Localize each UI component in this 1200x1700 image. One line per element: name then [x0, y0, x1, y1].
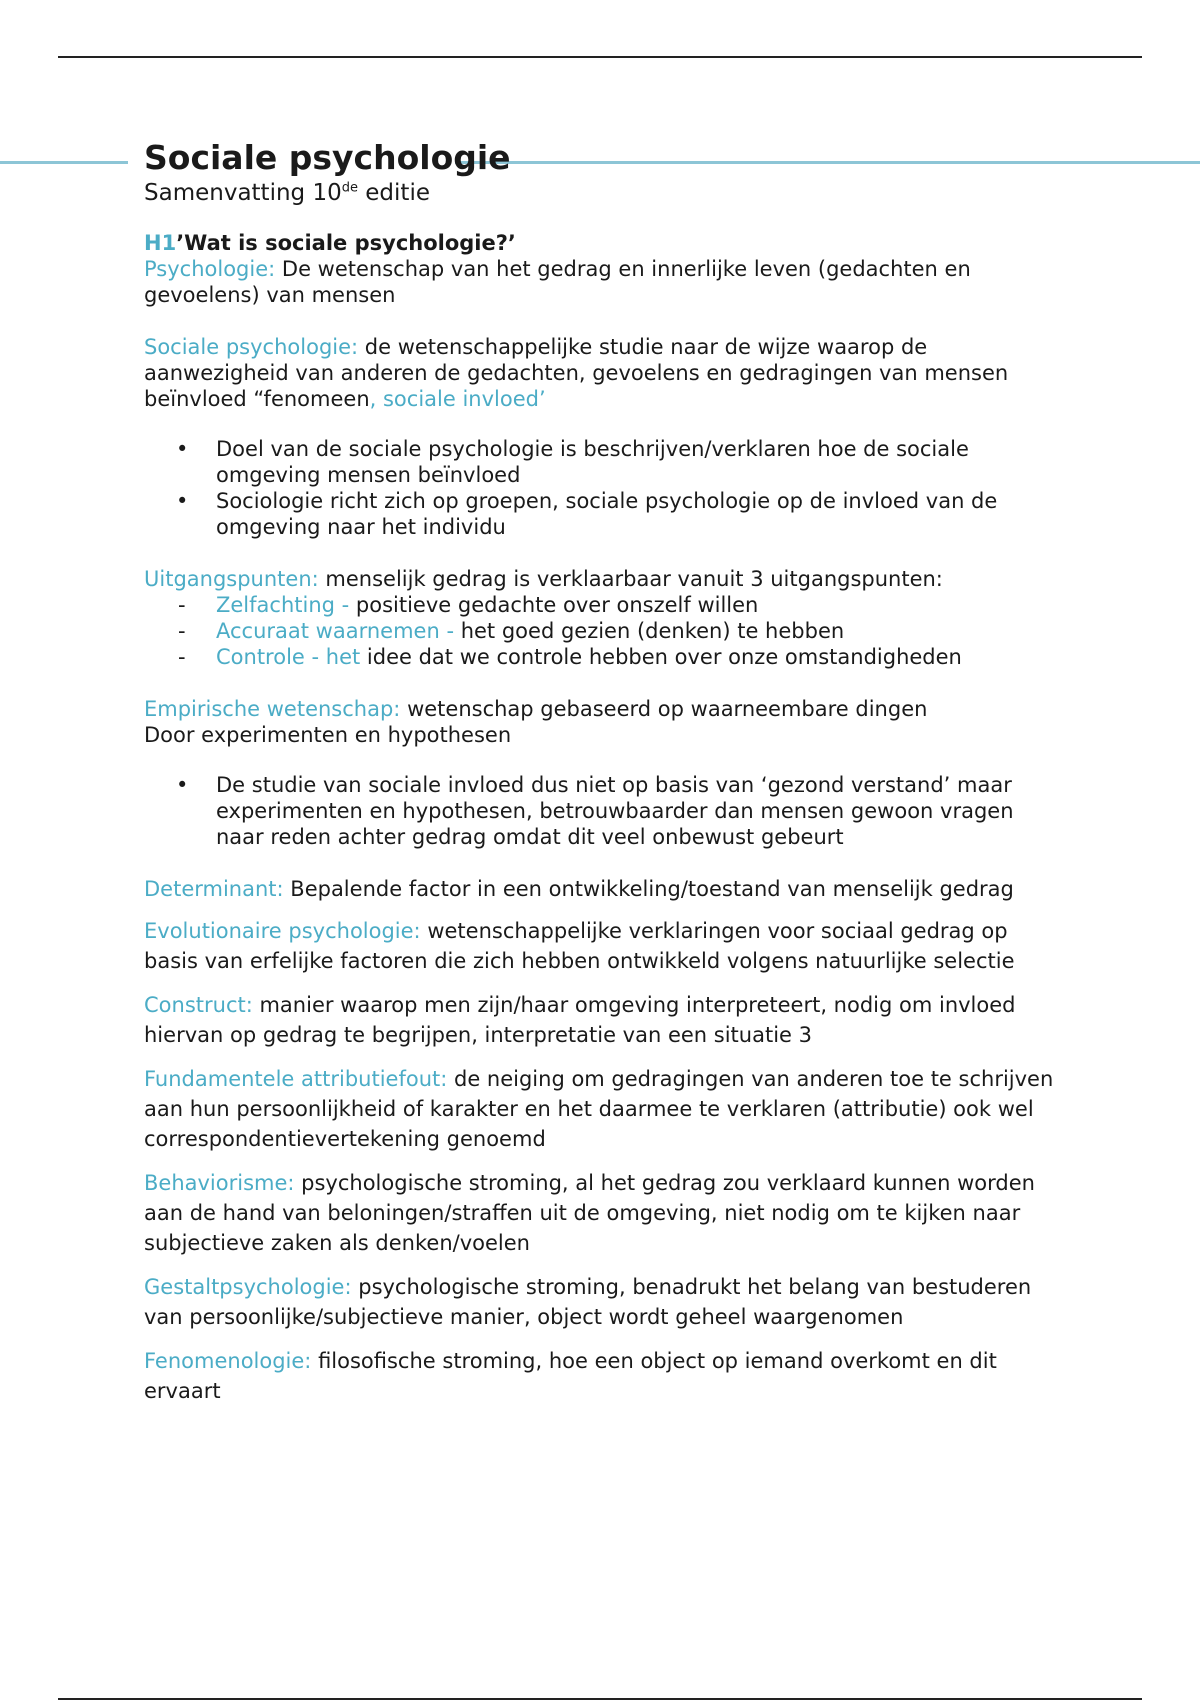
- bullet-list: [144, 772, 1064, 850]
- term: Fenomenologie:: [144, 1349, 312, 1373]
- term: Fundamentele attributiefout:: [144, 1067, 448, 1091]
- chapter-heading: [144, 230, 1064, 256]
- term: Zelfachting -: [216, 593, 356, 617]
- title-accent-line-left: [0, 161, 128, 164]
- list-item: [144, 592, 1064, 618]
- bullet-list: [144, 436, 1064, 540]
- term: Sociale psychologie:: [144, 335, 359, 359]
- definition-fenomenologie: [144, 1346, 1064, 1406]
- definition: het goed gezien (denken) te hebben: [460, 619, 845, 643]
- list-item: [144, 618, 1064, 644]
- list-item: • Sociologie richt zich op groepen, sociale psychologie op de invloed van de omgeving naar het individu: [144, 488, 1064, 540]
- definition: De wetenschap van het gedrag en innerlijke leven (gedachten en gevoelens) van mensen: [144, 257, 971, 307]
- subtitle-text: Samenvatting 10: [144, 180, 342, 206]
- definition-behaviorisme: [144, 1168, 1064, 1258]
- definition-determinant: [144, 876, 1064, 902]
- definition: Bepalende factor in een ontwikkeling/toestand van menselijk gedrag: [283, 877, 1014, 901]
- subtitle-sup: de: [341, 180, 358, 196]
- term: Construct:: [144, 993, 253, 1017]
- definition: wetenschap gebaseerd op waarneembare dingen: [400, 697, 928, 721]
- term: Controle - het: [216, 645, 367, 669]
- term: Psychologie:: [144, 257, 276, 281]
- header-rule: [58, 56, 1142, 58]
- page-subtitle: [144, 178, 1064, 208]
- page-title: Sociale psychologie: [144, 138, 511, 177]
- term: Evolutionaire psychologie:: [144, 919, 421, 943]
- definition: manier waarop men zijn/haar omgeving interpreteert, nodig om invloed hiervan op gedrag te begrijpen, interpretatie van een situatie 3: [144, 993, 1016, 1047]
- definition-construct: [144, 990, 1064, 1050]
- definition-gestaltpsychologie: [144, 1272, 1064, 1332]
- definition-evolutionaire-psychologie: [144, 916, 1064, 976]
- chapter-title: ’Wat is sociale psychologie?’: [176, 231, 516, 255]
- definition: idee dat we controle hebben over onze omstandigheden: [366, 645, 962, 669]
- definition-empirische-wetenschap: [144, 696, 1064, 722]
- chapter-number: H1: [144, 231, 177, 255]
- definition: wetenschappelijke verklaringen voor sociaal gedrag op basis van erfelijke factoren die zich hebben ontwikkeld volgens natuurlijke selectie: [144, 919, 1015, 973]
- subtitle-after: editie: [357, 180, 430, 206]
- definition-uitgangspunten: [144, 566, 1064, 592]
- definition-accent: , sociale invloed’: [369, 387, 546, 411]
- term: Behaviorisme:: [144, 1171, 295, 1195]
- document-body: [144, 138, 1064, 1406]
- term: Uitgangspunten:: [144, 567, 319, 591]
- term: Determinant:: [144, 877, 284, 901]
- term: Empirische wetenschap:: [144, 697, 401, 721]
- definition: positieve gedachte over onszelf willen: [355, 593, 759, 617]
- definition: menselijk gedrag is verklaarbaar vanuit 3 uitgangspunten:: [318, 567, 943, 591]
- definition: de neiging om gedragingen van anderen toe te schrijven aan hun persoonlijkheid of karakter en het daarmee te verklaren (attributie) ook wel correspondentievertekening genoemd: [144, 1067, 1054, 1151]
- definition: filosofische stroming, hoe een object op iemand overkomt en dit ervaart: [144, 1349, 997, 1403]
- definition-sociale-psychologie: [144, 334, 1064, 412]
- empirische-line2: Door experimenten en hypothesen: [144, 723, 512, 747]
- definition-fundamentele-attributiefout: [144, 1064, 1064, 1154]
- dash-list: [144, 592, 1064, 670]
- term: Gestaltpsychologie:: [144, 1275, 352, 1299]
- list-item: • Doel van de sociale psychologie is beschrijven/verklaren hoe de sociale omgeving mensen beïnvloed: [144, 436, 1064, 488]
- definition: psychologische stroming, benadrukt het belang van bestuderen van persoonlijke/subjectieve manier, object wordt geheel waargenomen: [144, 1275, 1032, 1329]
- list-item: • De studie van sociale invloed dus niet op basis van ‘gezond verstand’ maar experimenten en hypothesen, betrouwbaarder dan mensen gewoon vragen naar reden achter gedrag omdat dit veel onbewust gebeurt: [144, 772, 1064, 850]
- term: Accuraat waarnemen -: [216, 619, 461, 643]
- list-item: [144, 644, 1064, 670]
- definition: de wetenschappelijke studie naar de wijze waarop de aanwezigheid van anderen de gedachten, gevoelens en gedragingen van mensen beïnvloed “fenomeen: [144, 335, 1009, 411]
- definition: psychologische stroming, al het gedrag zou verklaard kunnen worden aan de hand van beloningen/straffen uit de omgeving, niet nodig om te kijken naar subjectieve zaken als denken/voelen: [144, 1171, 1035, 1255]
- definition-psychologie: [144, 256, 1064, 308]
